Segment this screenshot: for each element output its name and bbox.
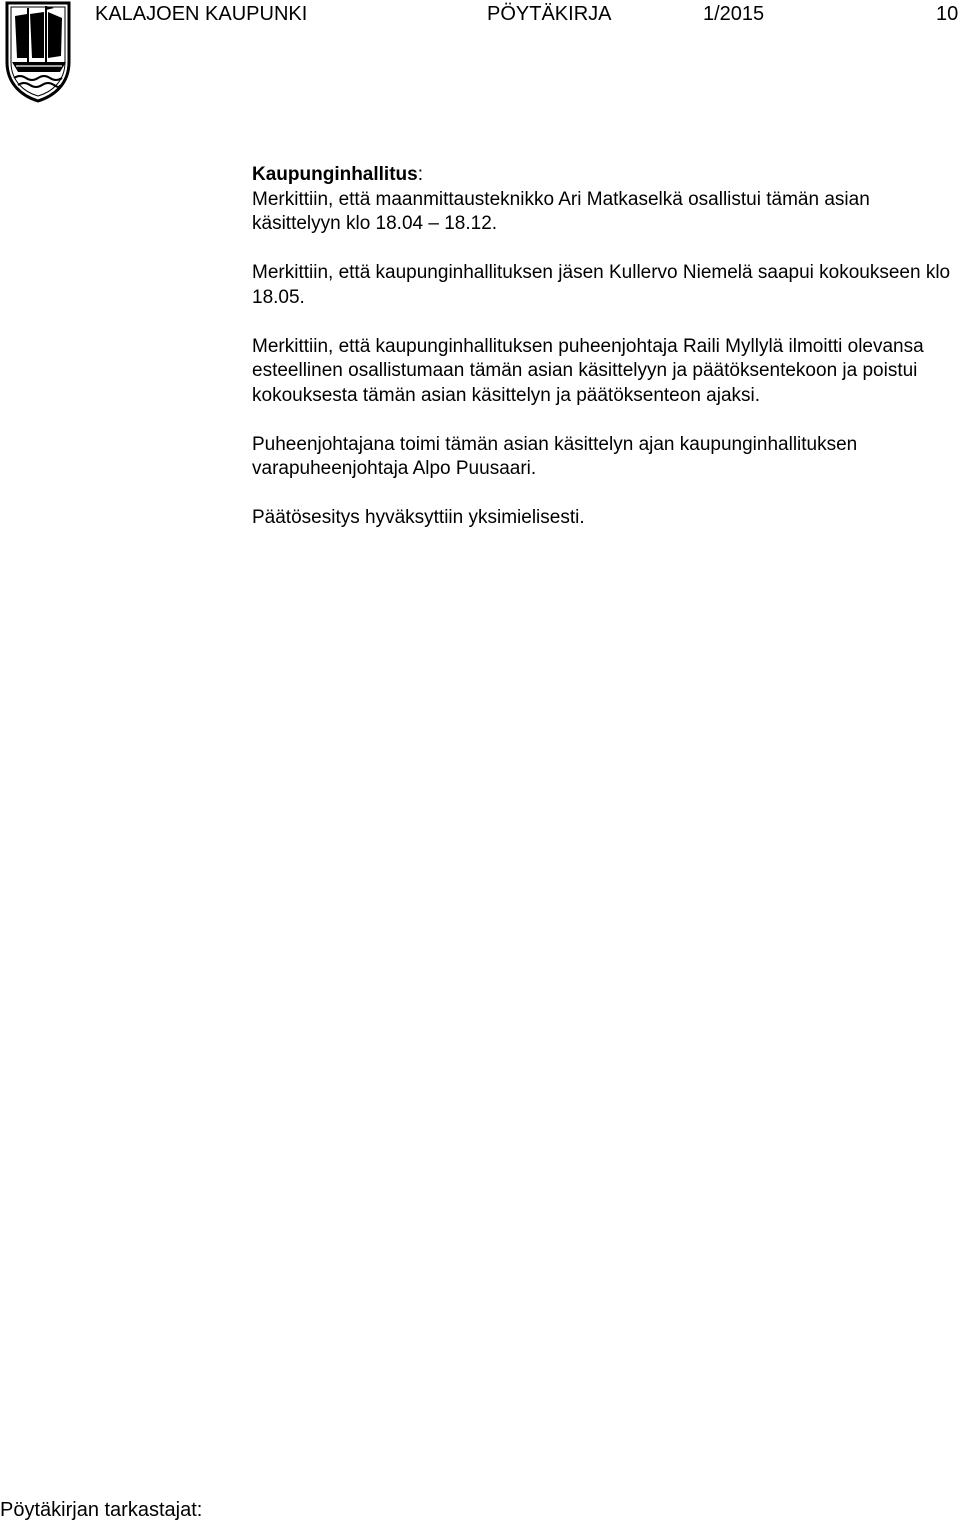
paragraph: Merkittiin, että maanmittausteknikko Ari Matkaselkä osallistui tämän asian käsittelyyn klo 18.04 – 18.12. xyxy=(252,188,870,234)
section-heading-line xyxy=(252,163,952,188)
paragraph: Puheenjohtajana toimi tämän asian käsittelyn ajan kaupunginhallituksen varapuheenjohtaja Alpo Puusaari. xyxy=(252,433,858,479)
footer-reviewers-label: Pöytäkirjan tarkastajat: xyxy=(0,1499,203,1521)
paragraph: Merkittiin, että kaupunginhallituksen puheenjohtaja Raili Myllylä ilmoitti olevansa esteellinen osallistumaan tämän asian käsittelyyn ja päätöksentekoon ja poistui kokouksesta tämän asian käsittelyn ja päätöksenteon ajaksi. xyxy=(252,335,924,406)
document-body xyxy=(252,163,952,531)
section-heading-colon: : xyxy=(417,164,423,185)
header-document-type: PÖYTÄKIRJA xyxy=(487,3,612,25)
header-organization: KALAJOEN KAUPUNKI xyxy=(95,3,308,25)
paragraph: Merkittiin, että kaupunginhallituksen jäsen Kullervo Niemelä saapui kokoukseen klo 18.05. xyxy=(252,262,951,308)
header-document-number: 1/2015 xyxy=(703,3,765,25)
paragraph: Päätösesitys hyväksyttiin yksimielisesti. xyxy=(252,507,585,528)
header-page-number: 10 xyxy=(936,3,959,25)
section-heading: Kaupunginhallitus xyxy=(252,164,418,185)
ship-coat-of-arms-icon xyxy=(4,0,72,104)
